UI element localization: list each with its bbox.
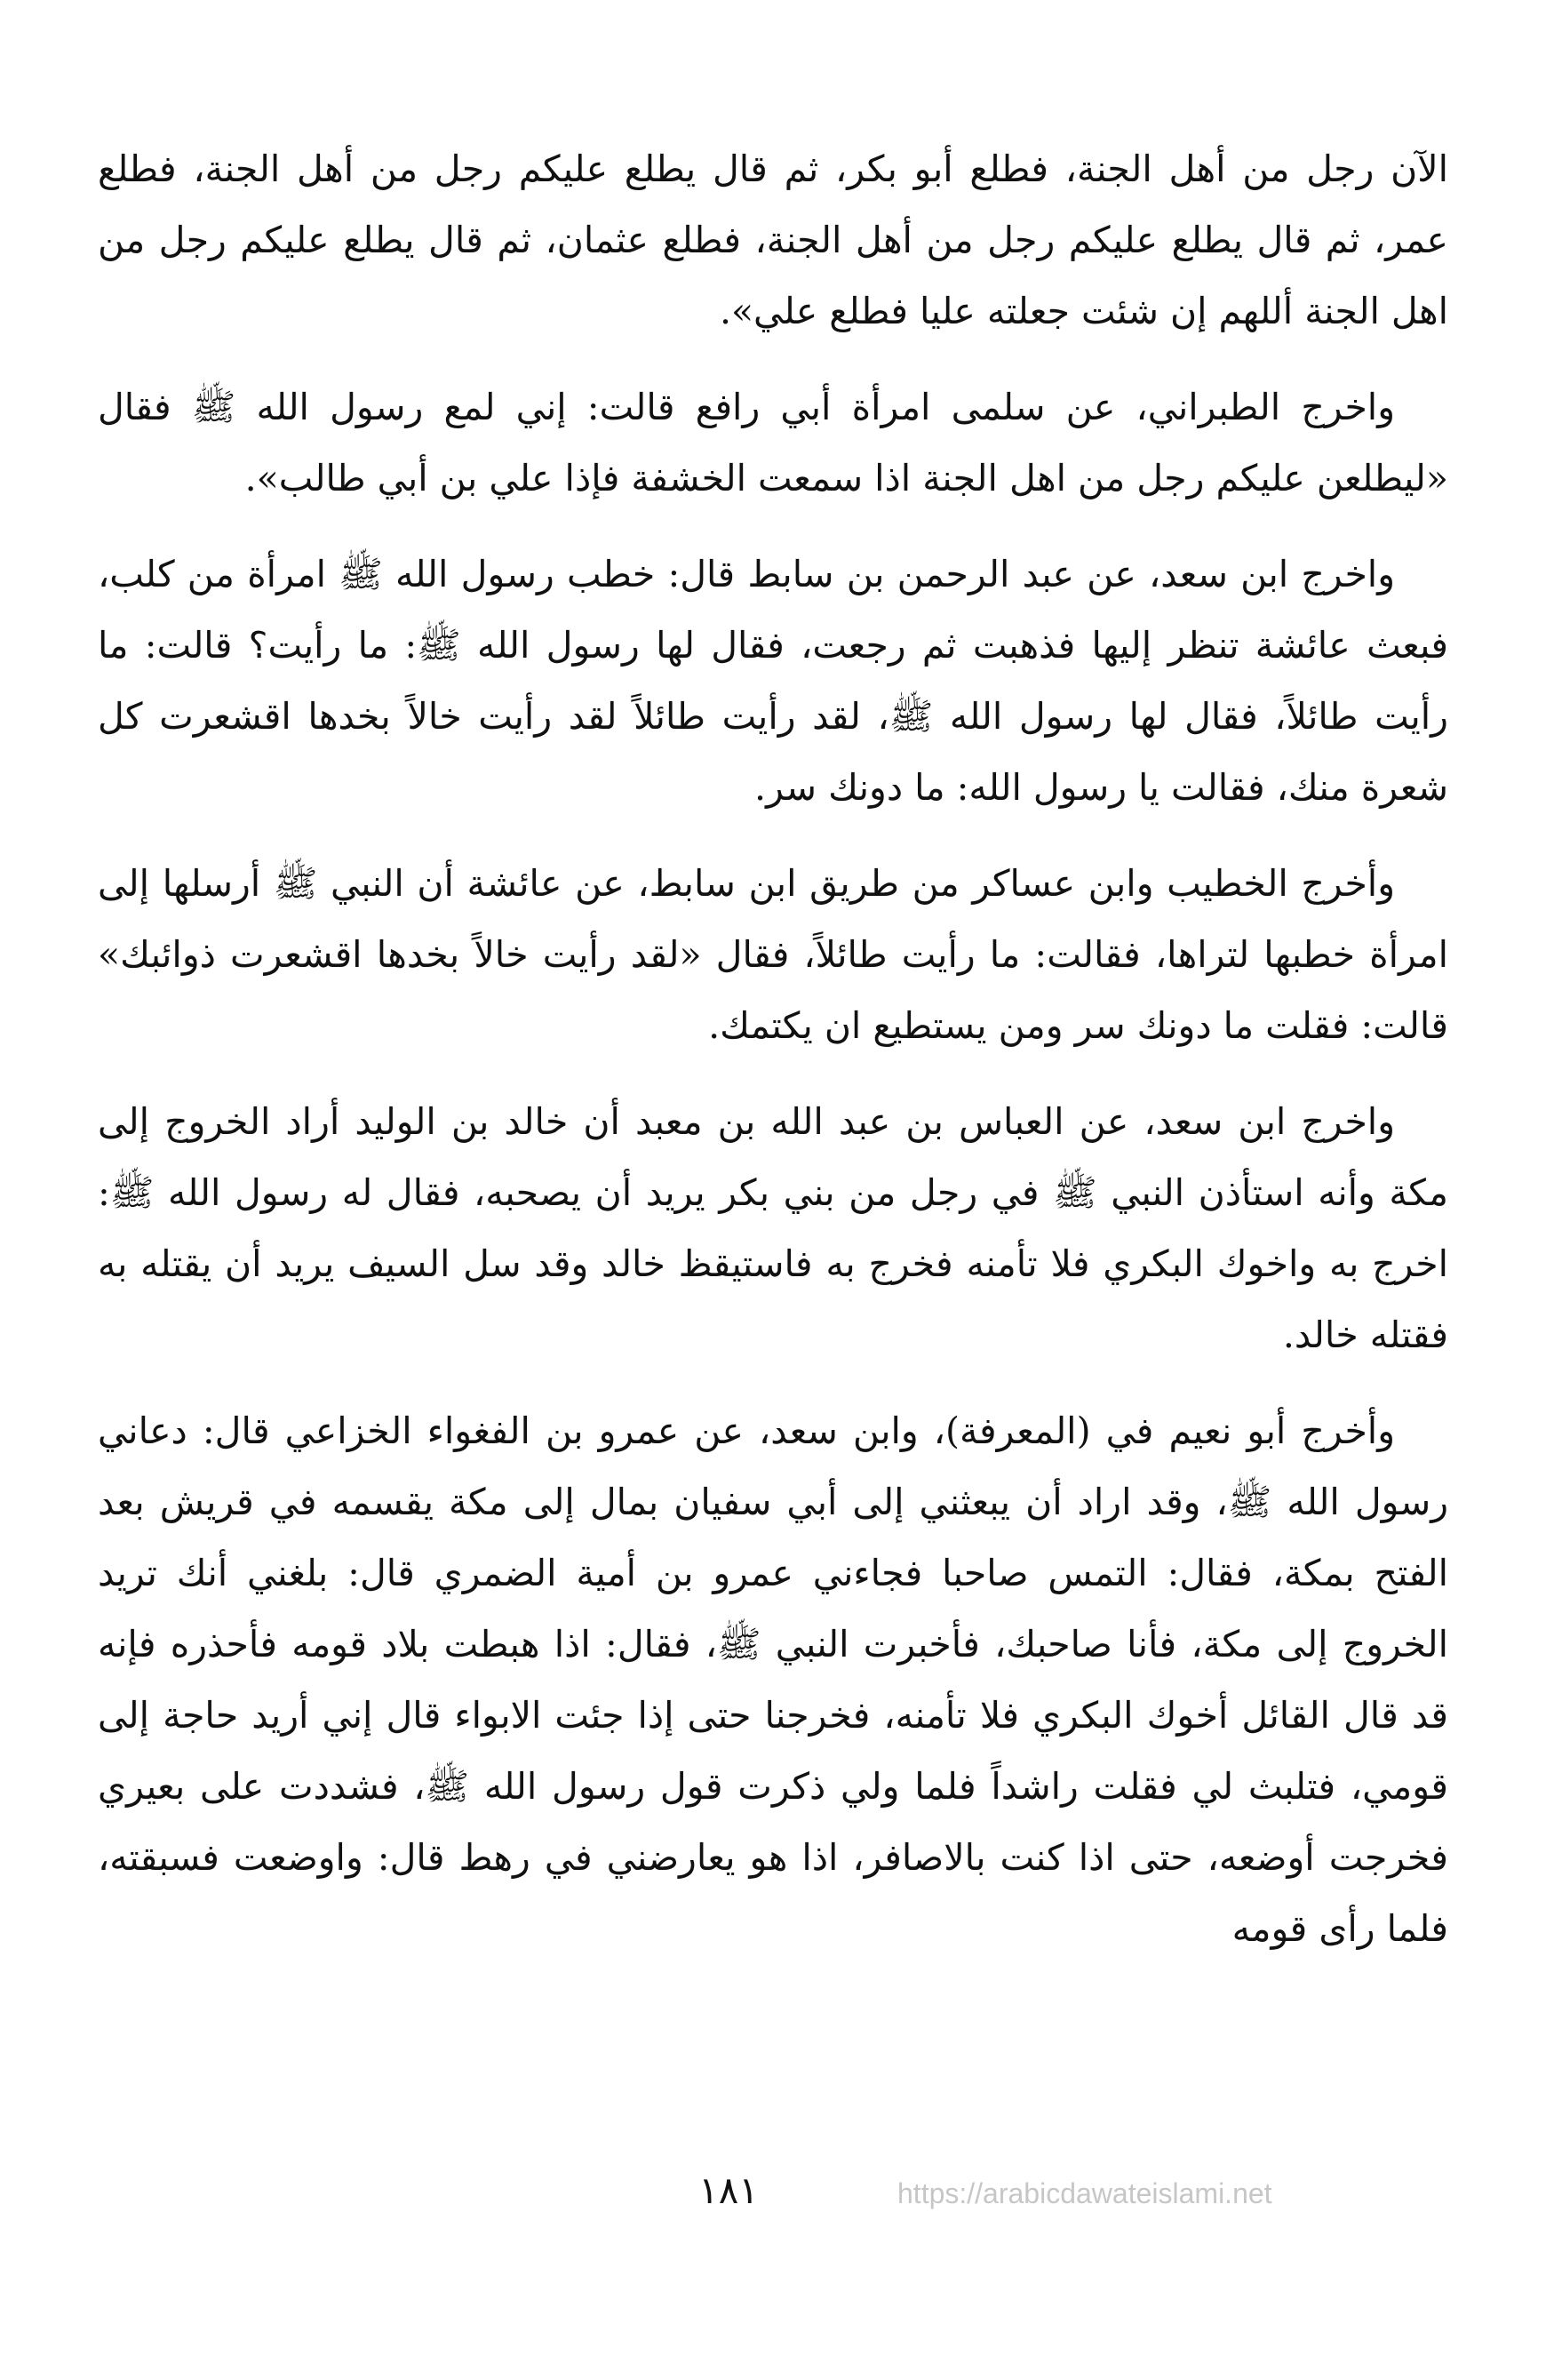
page-footer — [0, 2168, 1546, 2222]
paragraph-4: وأخرج الخطيب وابن عساكر من طريق ابن سابط، عن عائشة أن النبي ﷺ أرسلها إلى امرأة خطبها لتراها، فقالت: ما رأيت طائلاً، فقال «لقد رأيت خالاً بخدها اقشعرت ذوائبك» قالت: فقلت ما دونك سر ومن يستطيع ان يكتمك. — [98, 862, 1448, 1047]
paragraph-3: واخرج ابن سعد، عن عبد الرحمن بن سابط قال: خطب رسول الله ﷺ امرأة من كلب، فبعث عائشة تنظر إليها فذهبت ثم رجعت، فقال لها رسول الله ﷺ: ما رأيت؟ قالت: ما رأيت طائلاً، فقال لها رسول الله ﷺ، لقد رأيت طائلاً لقد رأيت خالاً بخدها اقشعرت كل شعرة منك، فقالت يا رسول الله: ما دونك سر. — [98, 553, 1448, 809]
paragraph-1: الآن رجل من أهل الجنة، فطلع أبو بكر، ثم قال يطلع عليكم رجل من أهل الجنة، فطلع عمر، ثم قال يطلع عليكم رجل من أهل الجنة، فطلع عثمان، ثم قال يطلع عليكم رجل من اهل الجنة أللهم إن شئت جعلته عليا فطلع علي». — [98, 148, 1448, 332]
paragraph-5: واخرج ابن سعد، عن العباس بن عبد الله بن معبد أن خالد بن الوليد أراد الخروج إلى مكة وأنه استأذن النبي ﷺ في رجل من بني بكر يريد أن يصحبه، فقال له رسول الله ﷺ: اخرج به واخوك البكري فلا تأمنه فخرج به فاستيقظ خالد وقد سل السيف يريد أن يقتله به فقتله خالد. — [98, 1100, 1448, 1356]
page-number: ١٨١ — [698, 2168, 759, 2212]
paragraph-6: وأخرج أبو نعيم في (المعرفة)، وابن سعد، عن عمرو بن الفغواء الخزاعي قال: دعاني رسول الله ﷺ، وقد اراد أن يبعثني إلى أبي سفيان بمال إلى مكة يقسمه في قريش بعد الفتح بمكة، فقال: التمس صاحبا فجاءني عمرو بن أمية الضمري قال: بلغني أنك تريد الخروج إلى مكة، فأنا صاحبك، فأخبرت النبي ﷺ، فقال: اذا هبطت بلاد قومه فأحذره فإنه قد قال القائل أخوك البكري فلا تأمنه، فخرجنا حتى إذا جئت الابواء قال إني أريد حاجة إلى قومي، فتلبث لي فقلت راشداً فلما ولي ذكرت قول رسول الله ﷺ، فشددت على بعيري فخرجت أوضعه، حتى اذا كنت بالاصافر، اذا هو يعارضني في رهط قال: واوضعت فسبقته، فلما رأى قومه — [98, 1410, 1448, 1950]
watermark-url: https://arabicdawateislami.net — [897, 2177, 1272, 2209]
paragraph-2: واخرج الطبراني، عن سلمى امرأة أبي رافع قالت: إني لمع رسول الله ﷺ فقال «ليطلعن عليكم رجل من اهل الجنة اذا سمعت الخشفة فإذا علي بن أبي طالب». — [98, 386, 1448, 499]
body-text — [98, 133, 1448, 1989]
